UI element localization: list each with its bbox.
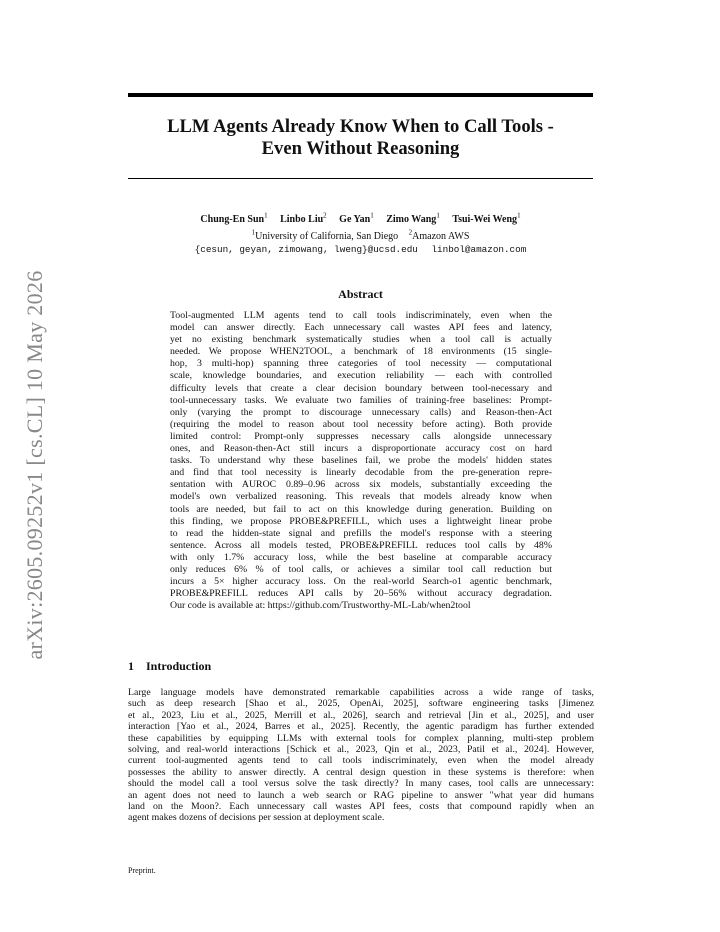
intro-line: Large language models have demonstrated remarkable capabilities across a wide range of tasks, <box>128 687 594 698</box>
arxiv-stamp <box>15 250 55 680</box>
abstract-line: only (varying the prompt to discourage unnecessary calls) and Reason-then-Act <box>170 406 552 418</box>
email: linbol@amazon.com <box>431 243 527 255</box>
abstract-line: hop, 3 multi-hop) spanning three categories of tool necessity — computational <box>170 358 552 370</box>
author: Chung-En Sun$^1$ <box>200 212 268 226</box>
email: {cesun, geyan, zimowang, lweng}@ucsd.edu <box>194 243 418 255</box>
abstract-line: yet no existing benchmark systematically studies when a tool call is actually <box>170 334 552 346</box>
intro-line: solving, and real-world interactions [Schick et al., 2023, Qin et al., 2023, Patil et al., 2024]. However, <box>128 743 594 755</box>
abstract-line-code-link[interactable]: Our code is available at: https://github.com/Trustworthy-ML-Lab/when2tool <box>170 600 471 612</box>
affiliation: $^2$Amazon AWS <box>408 228 470 242</box>
abstract-body <box>170 310 552 612</box>
author: Tsui-Wei Weng$^1$ <box>452 212 521 226</box>
abstract-line: limited control: Prompt-only suppresses necessary calls alongside unnecessary <box>170 430 552 442</box>
abstract-line: sentation with AUROC 0.89–0.96 across six models, substantially exceeding the <box>170 479 552 491</box>
intro-line: et al., 2023, Liu et al., 2025, Merrill et al., 2026], search and retrieval [Jin et al., 2025], and user <box>128 709 594 721</box>
abstract-line: tools are needed, but fail to act on this knowledge during generation. Building on <box>170 503 552 515</box>
intro-line: these capabilities by equipping LLMs with external tools for complex planning, multi-step problem <box>128 732 594 744</box>
abstract-line: scale, knowledge boundaries, and execution reliability — each with controlled <box>170 370 552 382</box>
intro-line: such as deep research [Shao et al., 2025, OpenAi, 2025], software engineering tasks [Jimenez <box>128 698 594 710</box>
abstract-line: tool-unnecessary tasks. We evaluate two families of training-free baselines: Prompt- <box>170 394 552 406</box>
section-heading <box>128 659 211 674</box>
intro-line: an agent does not need to launch a web search or RAG pipeline to answer "what year did humans <box>128 789 594 801</box>
abstract-line: difficulty levels that create a clear decision boundary between tool-necessary and <box>170 382 552 394</box>
abstract-line: this finding, we propose PROBE&PREFILL, which uses a lightweight linear probe <box>170 515 552 527</box>
paper-title <box>128 116 593 160</box>
abstract-line: needed. We propose WHEN2TOOL, a benchmark of 18 environments (15 single- <box>170 346 552 358</box>
affiliation: $^1$University of California, San Diego <box>251 228 399 242</box>
arxiv-id[interactable]: arXiv:2605.09252v1 [cs.CL] 10 May 2026 <box>22 270 47 660</box>
affiliations <box>128 226 593 242</box>
abstract-line: PROBE&PREFILL reduces API calls by 20–56% without accuracy degradation. <box>170 588 552 600</box>
abstract-line: sentence. Across all models tested, PROBE&PREFILL reduces tool calls by 48% <box>170 539 552 551</box>
author: Zimo Wang$^1$ <box>386 212 440 226</box>
abstract-line: Tool-augmented LLM agents tend to call tools indiscriminately, even when the <box>170 310 552 321</box>
intro-line: interaction [Yao et al., 2024, Barres et al., 2025]. Recently, the agentic paradigm has further extended <box>128 721 594 733</box>
intro-line: agent makes dozens of decisions per session at deployment scale. <box>128 812 385 824</box>
abstract-line: and find that tool necessity is linearly decodable from the pre-generation repre- <box>170 467 552 479</box>
section-title: Introduction <box>146 659 212 673</box>
footer-preprint: Preprint. <box>128 866 156 875</box>
top-rule <box>128 93 593 97</box>
abstract-line: model can answer directly. Each unnecessary call wastes API fees and latency, <box>170 322 552 334</box>
abstract-line: tasks. To understand why these baselines fail, we probe the models' hidden states <box>170 455 552 467</box>
intro-line: should the model call a tool versus solve the task directly? In many cases, tool calls are unnecessary: <box>128 778 594 790</box>
title-line-1: LLM Agents Already Know When to Call Tools - <box>167 116 554 137</box>
abstract-line: only reduces 6% % of tool calls, or achieves a similar tool call reduction but <box>170 563 552 575</box>
section-number: 1 <box>128 659 134 673</box>
emails <box>128 243 593 256</box>
bottom-rule <box>128 178 593 179</box>
title-line-2: Even Without Reasoning <box>261 138 460 159</box>
abstract-line: (requiring the model to reason about tool necessity before acting). Both provide <box>170 418 552 430</box>
author: Ge Yan$^1$ <box>339 212 374 226</box>
abstract-line: to read the hidden-state signal and prefills the model's response with a steering <box>170 527 552 539</box>
intro-line: possesses the ability to answer directly. A central design question in these systems is therefore: when <box>128 766 594 778</box>
abstract-line: with only 1.7% accuracy loss, while the best baseline at comparable accuracy <box>170 551 552 563</box>
introduction-body <box>128 687 594 824</box>
author-names <box>128 210 593 226</box>
abstract-line: ones, and Reason-then-Act still incurs a disproportionate accuracy cost on hard <box>170 443 552 455</box>
abstract-line: incurs a 5× higher accuracy loss. On the real-world Search-o1 agentic benchmark, <box>170 576 552 588</box>
intro-line: land on the Moon?. Each unnecessary call wastes API fees, costs that compound rapidly when an <box>128 800 594 812</box>
author: Linbo Liu$^2$ <box>280 212 327 226</box>
author-block <box>128 210 593 256</box>
abstract-line: model's own verbalized reasoning. This reveals that models already know when <box>170 491 552 503</box>
intro-line: current tool-augmented agents tend to call tools indiscriminately, even when the model already <box>128 755 594 767</box>
abstract-heading: Abstract <box>338 287 383 301</box>
